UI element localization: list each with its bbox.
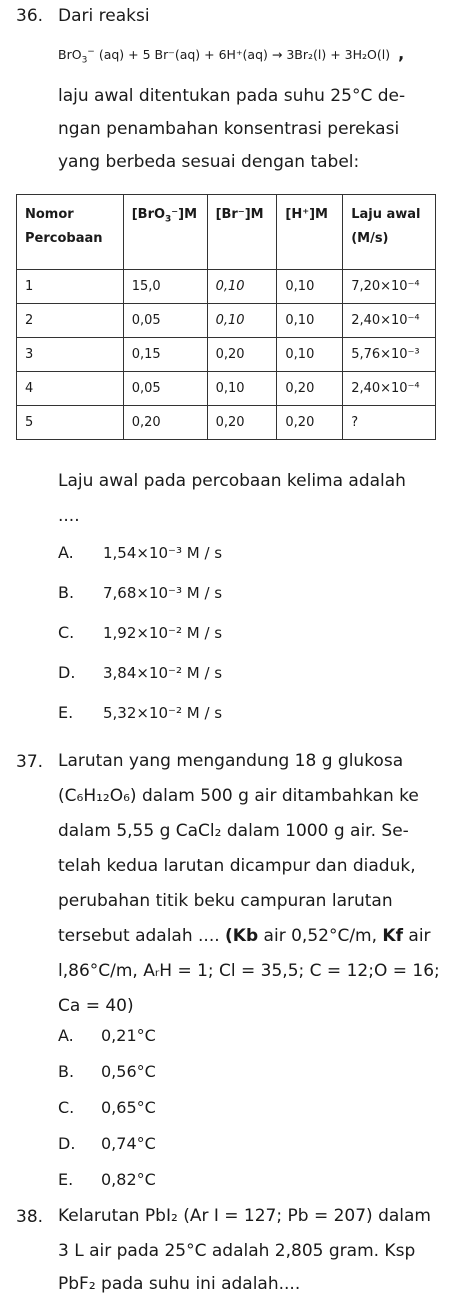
q37-option-a-letter[interactable]: A. [58, 1026, 74, 1045]
table-row [17, 338, 436, 372]
table-cell: 0,10 [277, 304, 343, 338]
question-number-36: 36. [16, 6, 44, 26]
q37-option-e-value[interactable]: 0,82°C [101, 1170, 156, 1189]
q36-option-b-letter[interactable]: B. [58, 583, 75, 602]
question-number-38: 38. [16, 1207, 44, 1227]
table-row [17, 270, 436, 304]
q36-text-line-3: yang berbeda sesuai dengan tabel: [58, 152, 360, 172]
q37-text-line-2: (C₆H₁₂O₆) dalam 500 g air ditambahkan ke [58, 786, 419, 806]
table-cell: 0,05 [123, 304, 207, 338]
table-cell: 0,10 [207, 304, 277, 338]
q36-option-d-value[interactable]: 3,84×10⁻² M / s [103, 664, 223, 682]
q36-option-e-letter[interactable]: E. [58, 703, 74, 722]
q37-text-line-4: telah kedua larutan dicampur dan diaduk, [58, 856, 416, 876]
table-cell: 7,20×10⁻⁴ [343, 270, 436, 304]
reaction-bromate: BrO [58, 47, 82, 62]
q38-text-line-1: Kelarutan PbI₂ (Ar I = 127; Pb = 207) dalam [58, 1206, 431, 1226]
q37-text-line-3: dalam 5,55 g CaCl₂ dalam 1000 g air. Se- [58, 821, 409, 841]
header-bro3: [BrO$_3$⁻]M [123, 195, 207, 270]
q36-option-e-value[interactable]: 5,32×10⁻² M / s [103, 704, 223, 722]
table-cell: 4 [17, 372, 124, 406]
question-36-intro: Dari reaksi [58, 6, 150, 26]
table-cell: 2,40×10⁻⁴ [343, 372, 436, 406]
table-cell: ? [343, 406, 436, 440]
table-cell: 0,20 [207, 338, 277, 372]
q37-text-line-8: Ca = 40) [58, 996, 134, 1016]
table-cell: 5,76×10⁻³ [343, 338, 436, 372]
reaction-rate-table [16, 194, 436, 440]
reaction-equation: BrO$_3$− (aq) + 5 Br⁻(aq) + 6H⁺(aq) → 3Br₂(l) + 3H₂O(l) , [58, 44, 405, 66]
table-cell: 15,0 [123, 270, 207, 304]
table-row [17, 406, 436, 440]
q36-option-b-value[interactable]: 7,68×10⁻³ M / s [103, 584, 223, 602]
q37-option-b-value[interactable]: 0,56°C [101, 1062, 156, 1081]
q37-option-c-value[interactable]: 0,65°C [101, 1098, 156, 1117]
table-row [17, 372, 436, 406]
header-laju-awal: Laju awal (M/s) [343, 195, 436, 270]
q36-option-c-letter[interactable]: C. [58, 623, 75, 642]
header-nomor-percobaan: Nomor Percobaan [17, 195, 124, 270]
q37-option-c-letter[interactable]: C. [58, 1098, 75, 1117]
q37-option-d-letter[interactable]: D. [58, 1134, 76, 1153]
header-br: [Br⁻]M [207, 195, 277, 270]
reaction-comma: , [398, 44, 405, 63]
table-cell: 0,10 [207, 372, 277, 406]
table-cell: 3 [17, 338, 124, 372]
table-cell: 2 [17, 304, 124, 338]
q37-option-b-letter[interactable]: B. [58, 1062, 75, 1081]
q37-option-e-letter[interactable]: E. [58, 1170, 74, 1189]
table-cell: 2,40×10⁻⁴ [343, 304, 436, 338]
q37-text-line-5: perubahan titik beku campuran larutan [58, 891, 393, 911]
table-cell: 0,10 [277, 338, 343, 372]
table-cell: 0,20 [123, 406, 207, 440]
q37-option-a-value[interactable]: 0,21°C [101, 1026, 156, 1045]
q36-text-line-1: laju awal ditentukan pada suhu 25°C de- [58, 86, 406, 106]
q37-text-line-7: l,86°C/m, AᵣH = 1; Cl = 35,5; C = 12;O = 16; [58, 961, 440, 981]
question-number-37: 37. [16, 752, 44, 772]
table-cell: 0,10 [207, 270, 277, 304]
table-cell: 0,05 [123, 372, 207, 406]
q37-option-d-value[interactable]: 0,74°C [101, 1134, 156, 1153]
table-header-row [17, 195, 436, 270]
q36-option-d-letter[interactable]: D. [58, 663, 76, 682]
q36-dots: .... [58, 506, 80, 526]
q37-text-line-1: Larutan yang mengandung 18 g glukosa [58, 751, 404, 771]
q38-text-line-3: PbF₂ pada suhu ini adalah.... [58, 1274, 301, 1294]
reaction-rest: (aq) + 5 Br⁻(aq) + 6H⁺(aq) → 3Br₂(l) + 3H₂O(l) [98, 47, 391, 62]
header-h: [H⁺]M [277, 195, 343, 270]
table-cell: 5 [17, 406, 124, 440]
table-cell: 0,20 [277, 372, 343, 406]
q38-text-line-2: 3 L air pada 25°C adalah 2,805 gram. Ksp [58, 1241, 416, 1261]
table-cell: 0,20 [277, 406, 343, 440]
table-cell: 1 [17, 270, 124, 304]
q36-option-c-value[interactable]: 1,92×10⁻² M / s [103, 624, 223, 642]
table-cell: 0,10 [277, 270, 343, 304]
table-cell: 0,20 [207, 406, 277, 440]
q36-option-a-letter[interactable]: A. [58, 543, 74, 562]
q36-text-line-2: ngan penambahan konsentrasi perekasi [58, 119, 400, 139]
q36-option-a-value[interactable]: 1,54×10⁻³ M / s [103, 544, 223, 562]
table-row [17, 304, 436, 338]
q37-text-line-6: tersebut adalah .... (Kb air 0,52°C/m, Kf air [58, 926, 431, 946]
q36-question: Laju awal pada percobaan kelima adalah [58, 471, 406, 491]
table-cell: 0,15 [123, 338, 207, 372]
